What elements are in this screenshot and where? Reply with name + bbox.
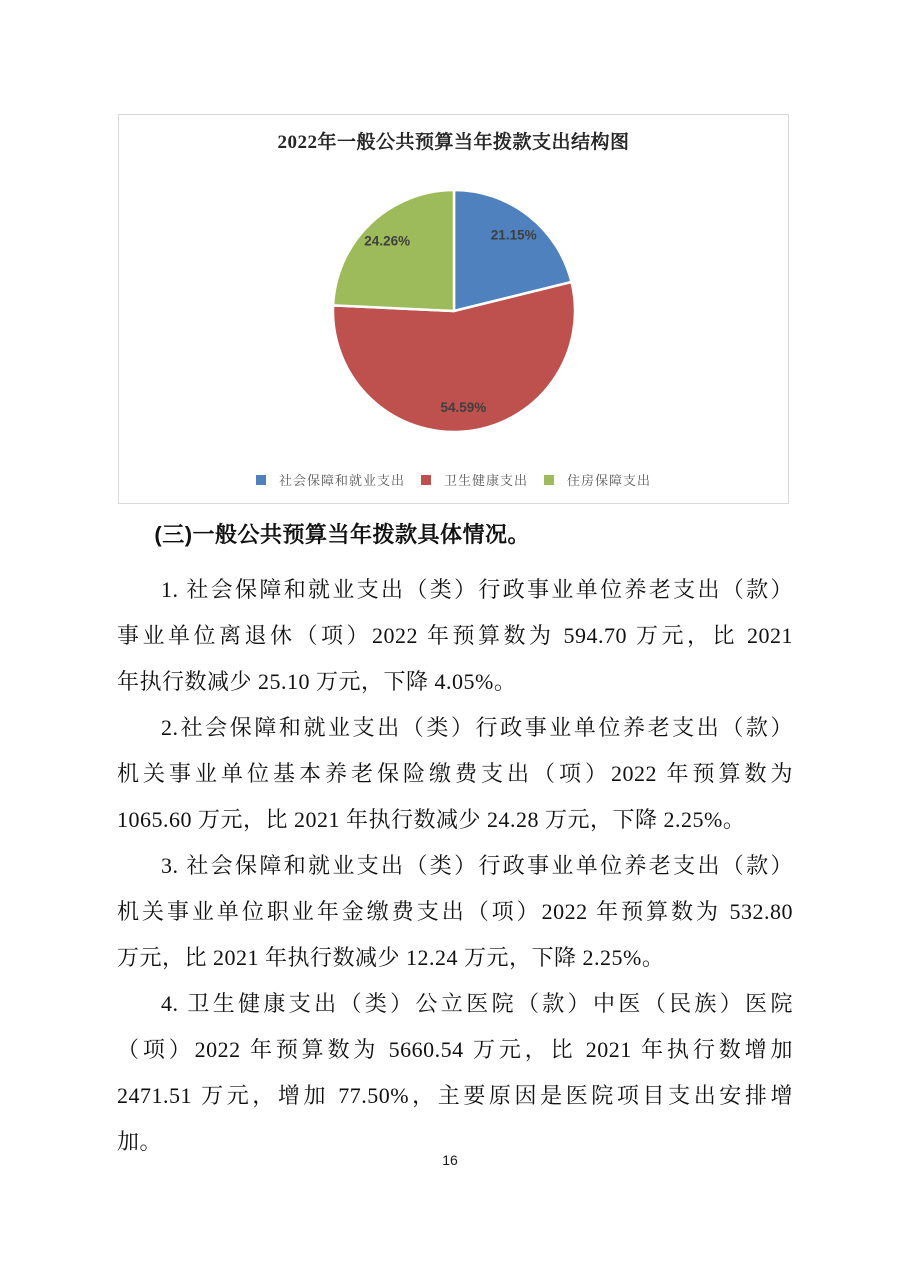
body-line: 4. 卫生健康支出（类）公立医院（款）中医（民族）医院 bbox=[161, 991, 793, 1016]
pie-slice bbox=[333, 190, 454, 311]
chart-frame bbox=[118, 114, 789, 504]
body-line: 1. 社会保障和就业支出（类）行政事业单位养老支出（款） bbox=[161, 577, 793, 602]
body-line: 万元，比 2021 年执行数减少 12.24 万元，下降 2.25%。 bbox=[117, 945, 665, 970]
body-line: 机关事业单位职业年金缴费支出（项）2022 年预算数为 532.80 bbox=[117, 899, 793, 924]
body-line: 3. 社会保障和就业支出（类）行政事业单位养老支出（款） bbox=[161, 853, 793, 878]
legend-item bbox=[256, 470, 405, 489]
body-line: （项）2022 年预算数为 5660.54 万元，比 2021 年执行数增加 bbox=[117, 1037, 793, 1062]
body-text bbox=[117, 512, 793, 1165]
legend-label: 卫生健康支出 bbox=[443, 473, 528, 488]
chart-legend bbox=[119, 470, 788, 489]
legend-swatch-blue bbox=[256, 475, 266, 485]
paragraphs bbox=[117, 567, 793, 1165]
body-line: 2.社会保障和就业支出（类）行政事业单位养老支出（款） bbox=[161, 715, 793, 740]
pie-chart bbox=[119, 115, 790, 505]
legend-swatch-red bbox=[421, 475, 431, 485]
pie-data-label: 24.26% bbox=[364, 233, 411, 249]
pie-slices bbox=[333, 190, 575, 432]
body-line: 年执行数减少 25.10 万元，下降 4.05%。 bbox=[117, 669, 517, 694]
chart-title: 2022年一般公共预算当年拨款支出结构图 bbox=[277, 132, 630, 153]
legend-swatch-green bbox=[544, 475, 554, 485]
pie-data-label: 21.15% bbox=[490, 227, 537, 243]
body-line: 机关事业单位基本养老保险缴费支出（项）2022 年预算数为 bbox=[117, 761, 793, 786]
legend-item bbox=[544, 470, 651, 489]
body-line: 2471.51 万元，增加 77.50%，主要原因是医院项目支出安排增 bbox=[117, 1083, 793, 1108]
legend-label: 社会保障和就业支出 bbox=[278, 473, 405, 488]
legend-item bbox=[421, 470, 528, 489]
page-number: 16 bbox=[442, 1152, 458, 1168]
body-line: 事业单位离退休（项）2022 年预算数为 594.70 万元，比 2021 bbox=[117, 623, 793, 648]
section-heading: (三)一般公共预算当年拨款具体情况。 bbox=[154, 522, 531, 547]
body-line: 加。 bbox=[117, 1129, 163, 1154]
body-line: 1065.60 万元，比 2021 年执行数减少 24.28 万元，下降 2.25%。 bbox=[117, 807, 746, 832]
pie-data-label: 54.59% bbox=[440, 399, 487, 415]
legend-label: 住房保障支出 bbox=[567, 473, 652, 488]
